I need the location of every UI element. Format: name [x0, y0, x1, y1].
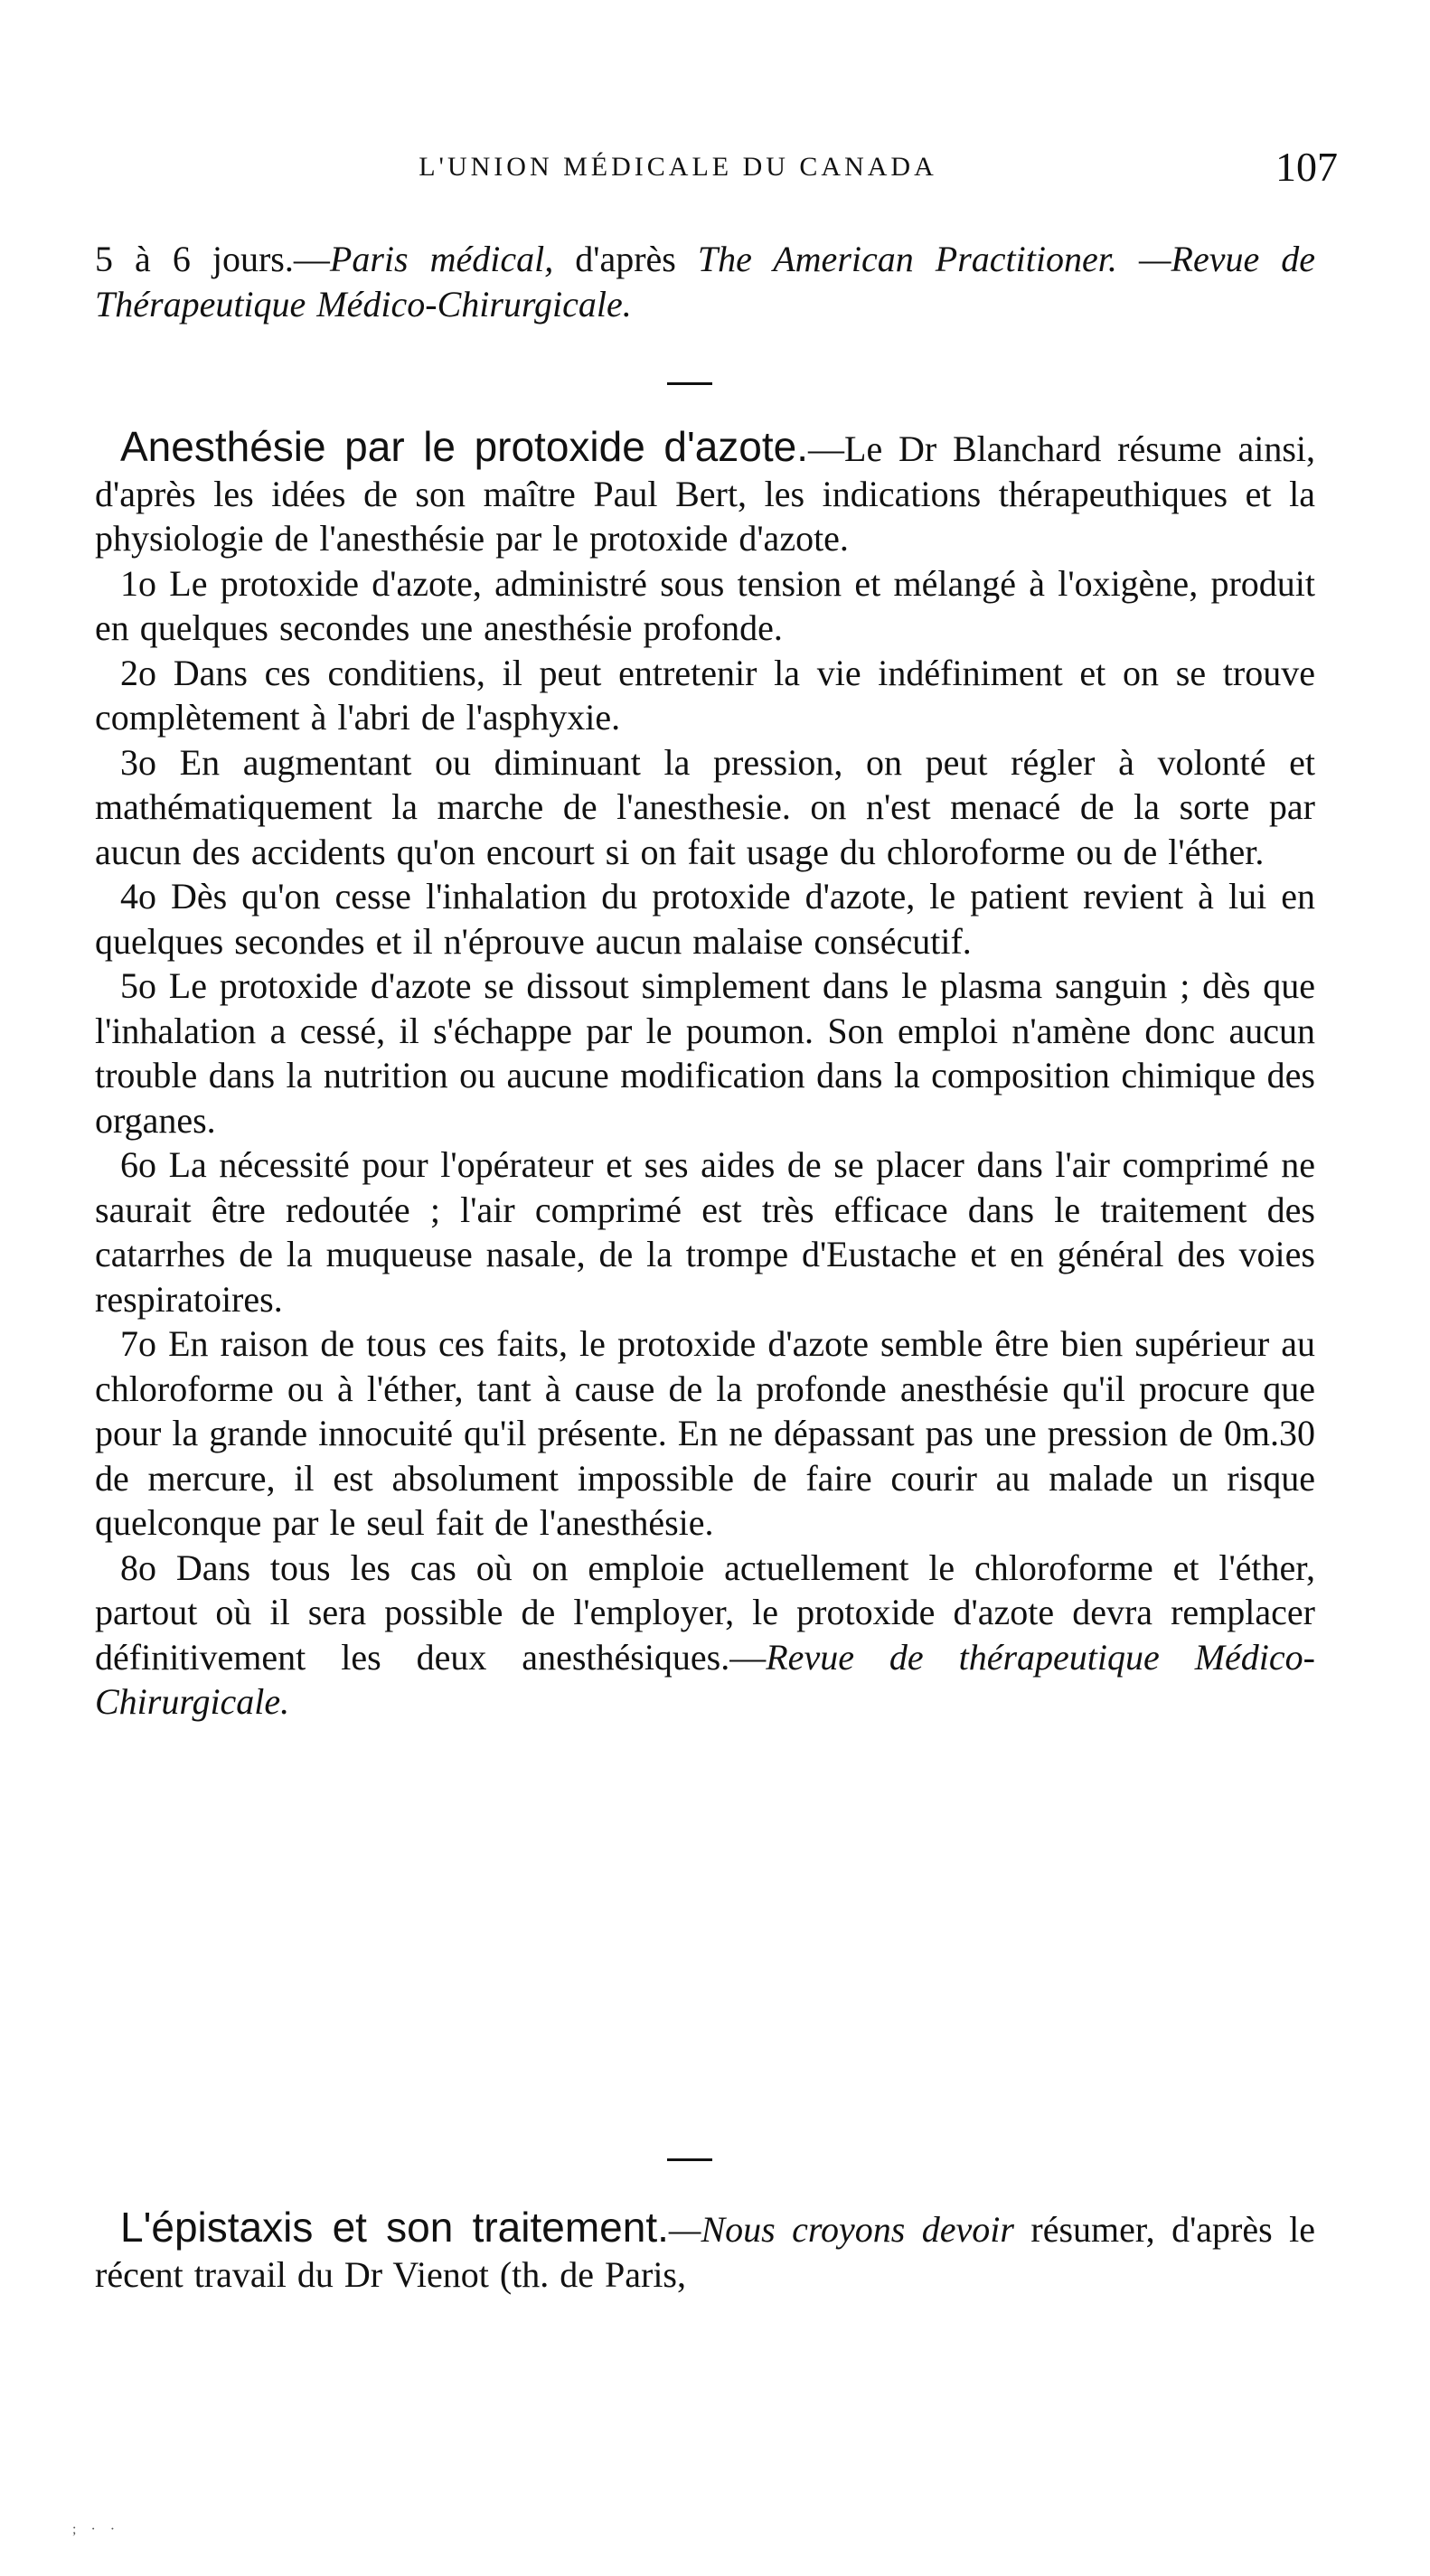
intro-source: Paris médical,: [329, 239, 554, 279]
intro-text: 5 à 6 jours.—: [95, 239, 330, 279]
numbered-point: 6o La nécessité pour l'opérateur et ses aides de se placer dans l'air comprimé ne saurait être redoutée ; l'air comprimé est très efficace dans le traitement des catarrhes de la muqueuse nasale, de la trompe d'Eustache et en général des voies respiratoires.: [95, 1144, 1315, 1320]
article-heading: Anesthésie par le protoxide d'azote.: [120, 423, 809, 470]
numbered-point: 5o Le protoxide d'azote se dissout simplement dans le plasma sanguin ; dès que l'inhalation a cessé, il s'échappe par le poumon. Son emploi n'amène donc aucun trouble dans la nutrition ou aucune modification dans la composition chimique des organes.: [95, 965, 1315, 1141]
article-intro-paragraph: [95, 2205, 1315, 2297]
intro-paragraph: [95, 237, 1315, 326]
article-text: résumer, d'après le récent travail du Dr Vienot (th. de Paris,: [95, 2209, 1315, 2295]
numbered-point: 7o En raison de tous ces faits, le protoxide d'azote semble être bien supérieur au chloroforme ou à l'éther, tant à cause de la profonde anesthésie qu'il procure que pour la grande innocuité qu'il présente. En ne dépassant pas une pression de 0m.30 de mercure, il est absolument impossible de faire courir au malade un risque quelconque par le seul fait de l'anesthésie.: [95, 1323, 1315, 1543]
section-separator: [667, 382, 712, 385]
numbered-point: 4o Dès qu'on cesse l'inhalation du protoxide d'azote, le patient revient à lui en quelques secondes et il n'éprouve aucun malaise consécutif.: [95, 876, 1315, 962]
numbered-point-last: [95, 1546, 1315, 1725]
numbered-point: 3o En augmentant ou diminuant la pression, on peut régler à volonté et mathématiquement la marche de l'anesthesie. on n'est menacé de la sorte par aucun des accidents qu'on encourt si on fait usage du chloroforme ou de l'éther.: [95, 741, 1315, 872]
intro-source: The American Practitioner.: [697, 239, 1117, 279]
intro-source: —Revue de Thérapeutique Médico-Chirurgicale.: [95, 239, 1315, 324]
intro-text: d'après: [553, 239, 698, 279]
margin-marks: ; · ·: [72, 2522, 121, 2537]
numbered-point-text: 8o Dans tous les cas où on emploie actuellement le chloroforme et l'éther, partout où il sera possible de l'employer, le protoxide d'azote devra remplacer définitivement les deux anesthésiques.—: [95, 1547, 1315, 1678]
intro-block: [95, 237, 1315, 326]
section-separator: [667, 2158, 712, 2161]
article-source: Revue de thérapeutique Médico-Chirurgicale.: [95, 1636, 1315, 1722]
article-intro-paragraph: [95, 425, 1315, 561]
page-number: 107: [1275, 144, 1338, 190]
numbered-point: 2o Dans ces conditiens, il peut entretenir la vie indéfiniment et on se trouve complètement à l'abri de l'asphyxie.: [95, 652, 1315, 738]
article-lead-italic: —Nous croyons devoir: [668, 2209, 1014, 2250]
numbered-point: 1o Le protoxide d'azote, administré sous tension et mélangé à l'oxigène, produit en quelques secondes une anesthésie profonde.: [95, 562, 1315, 648]
running-title: L'UNION MÉDICALE DU CANADA: [419, 152, 937, 182]
article-heading: L'épistaxis et son traitement.: [120, 2204, 669, 2251]
article-anesthesie: [95, 425, 1315, 1725]
article-intro-text: —Le Dr Blanchard résume ainsi, d'après les idées de son maître Paul Bert, les indications thérapeuthiques et la physiologie de l'anesthésie par le protoxide d'azote.: [95, 428, 1315, 559]
article-epistaxis: [95, 2205, 1315, 2297]
